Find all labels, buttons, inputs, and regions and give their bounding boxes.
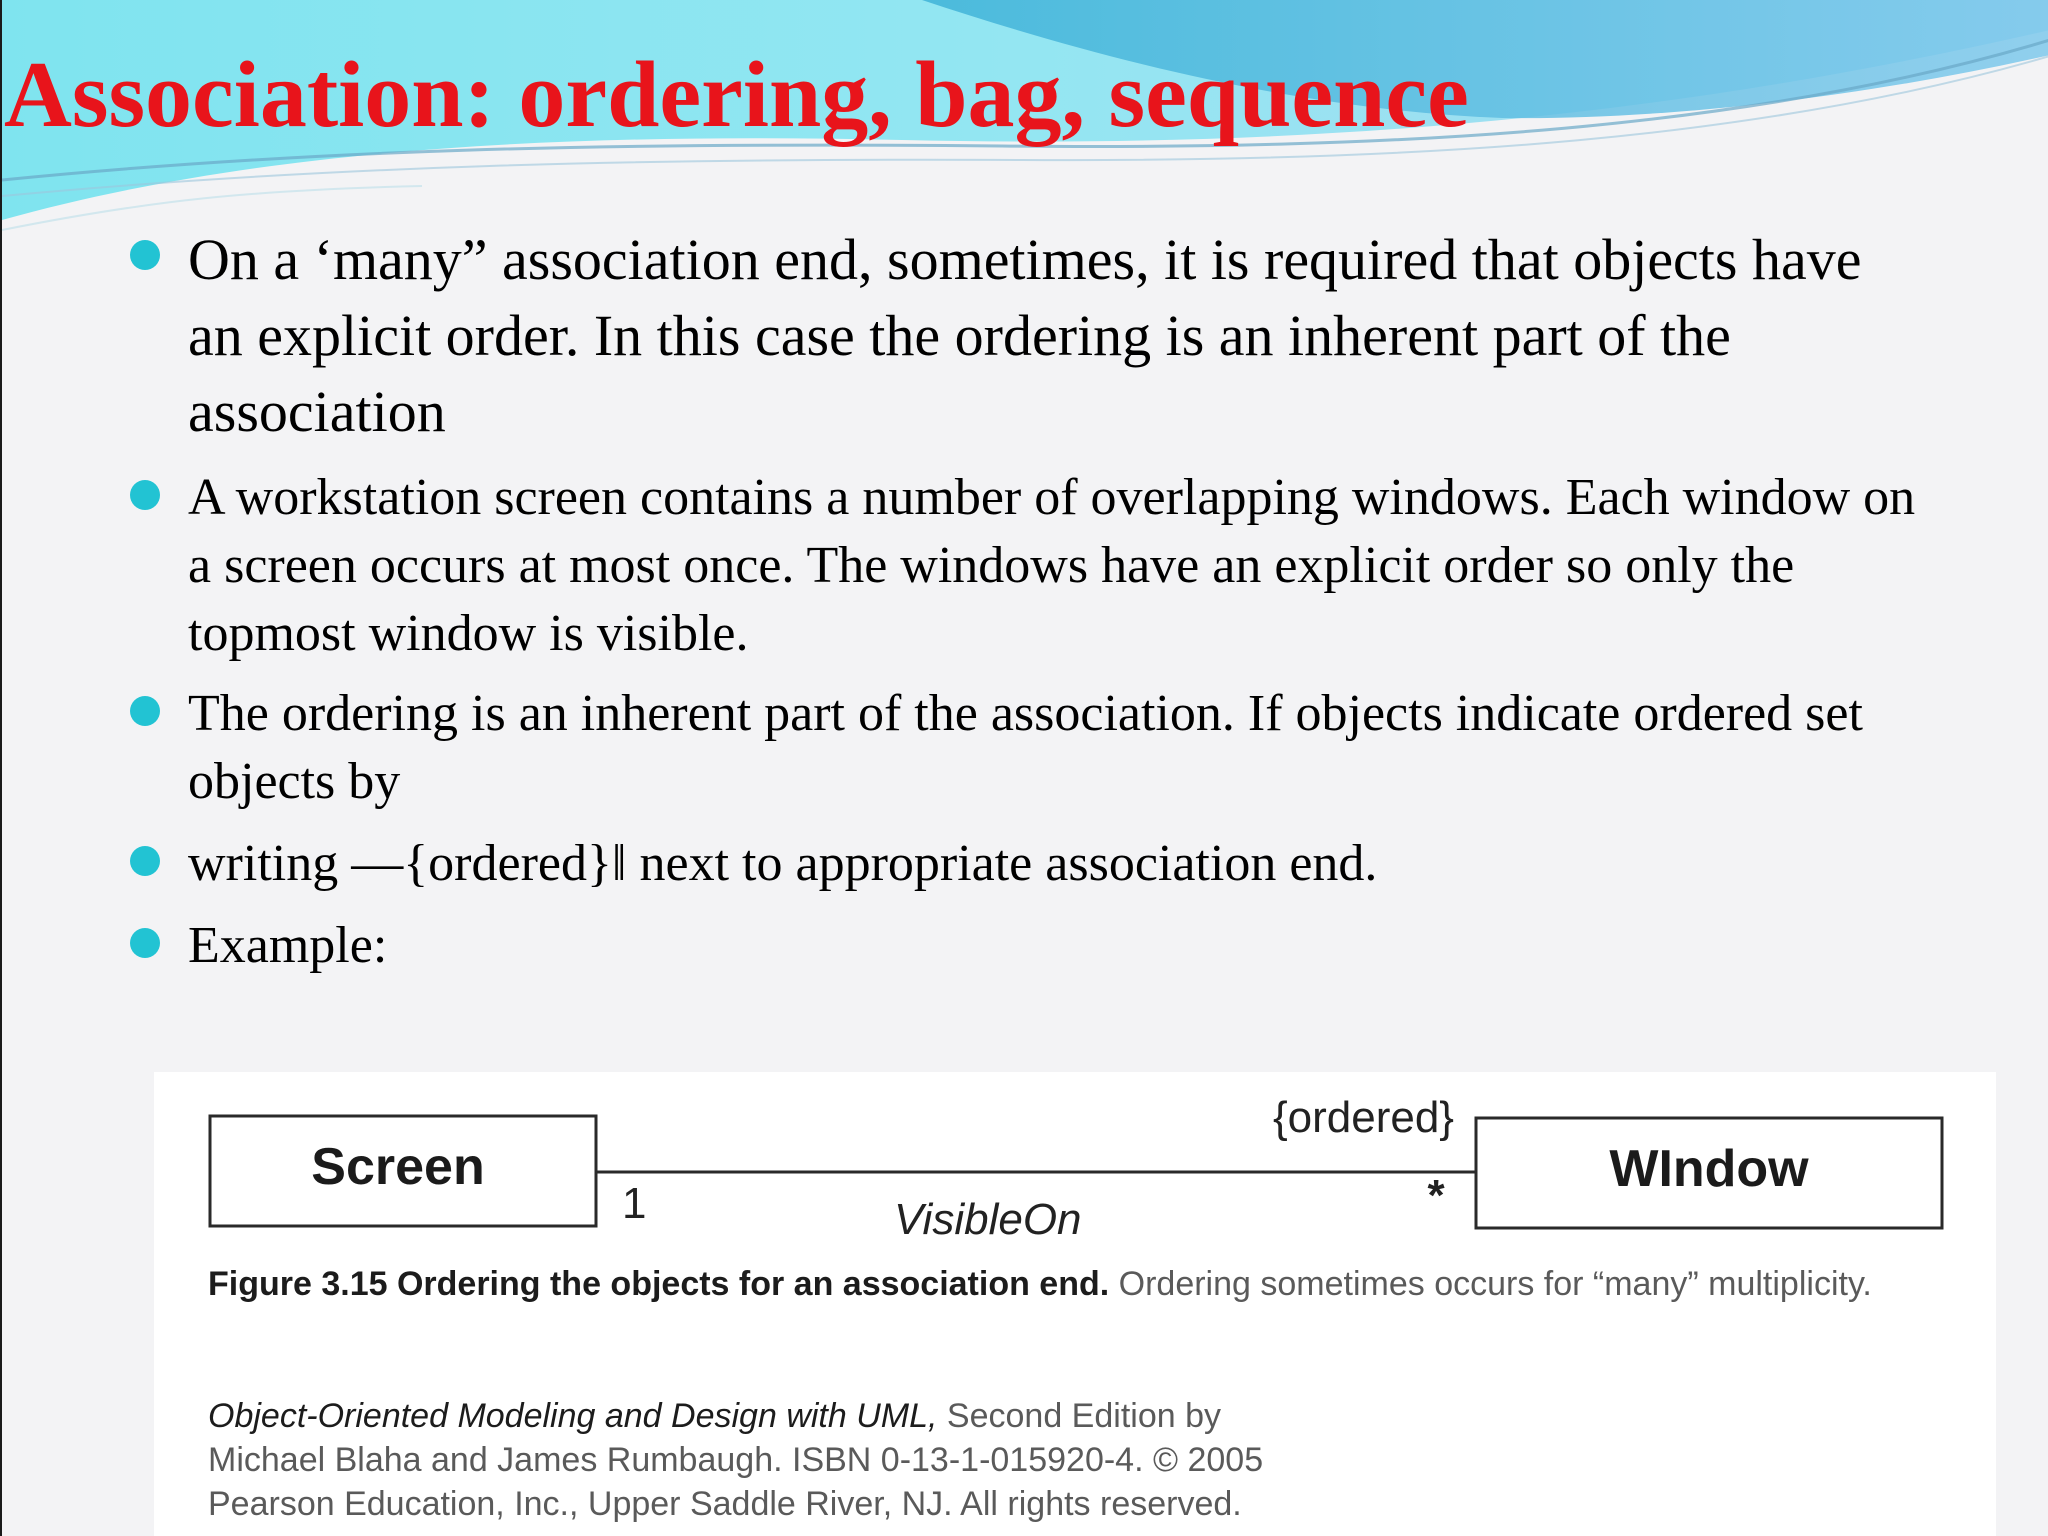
bullet-text: The ordering is an inherent part of the association. If objects indicate ordered set objects by bbox=[188, 685, 1863, 810]
bullet-item bbox=[130, 222, 1930, 450]
reference-edition: Second Edition by bbox=[937, 1397, 1221, 1435]
bullet-item bbox=[130, 464, 1930, 668]
bullet-text: A workstation screen contains a number of overlapping windows. Each window on a screen occurs at most once. The windows have an explicit order so only the topmost window is visible. bbox=[188, 469, 1916, 662]
figure-caption bbox=[208, 1262, 1968, 1306]
reference-line-2: Michael Blaha and James Rumbaugh. ISBN 0-13-1-015920-4. © 2005 bbox=[208, 1441, 1264, 1479]
reference-book-title: Object-Oriented Modeling and Design with UML, bbox=[208, 1397, 938, 1435]
bullet-dot-icon bbox=[130, 846, 160, 876]
ordered-constraint-label: {ordered} bbox=[1272, 1093, 1454, 1142]
caption-text: Ordering sometimes occurs for “many” multiplicity. bbox=[1109, 1265, 1872, 1303]
association-name-label: VisibleOn bbox=[894, 1195, 1082, 1244]
figure-reference bbox=[208, 1394, 1968, 1526]
multiplicity-many-label: * bbox=[1427, 1171, 1445, 1220]
reference-line-3: Pearson Education, Inc., Upper Saddle River, NJ. All rights reserved. bbox=[208, 1485, 1242, 1523]
bullet-list bbox=[130, 222, 1930, 980]
caption-title: Figure 3.15 Ordering the objects for an association end. bbox=[208, 1265, 1110, 1303]
bullet-text: On a ‘many” association end, sometimes, it is required that objects have an explicit order. In this case the ordering is an inherent part of the association bbox=[188, 227, 1862, 444]
window-class-label: WIndow bbox=[1609, 1140, 1809, 1198]
bullet-item bbox=[130, 830, 1930, 898]
bullet-dot-icon bbox=[130, 480, 160, 510]
multiplicity-one-label: 1 bbox=[622, 1179, 647, 1228]
uml-diagram bbox=[154, 1072, 1996, 1262]
bullet-dot-icon bbox=[130, 240, 160, 270]
uml-figure bbox=[154, 1072, 1996, 1536]
bullet-dot-icon bbox=[130, 696, 160, 726]
slide-title: Association: ordering, bag, sequence bbox=[4, 43, 1469, 147]
bullet-item bbox=[130, 912, 1930, 980]
bullet-text: Example: bbox=[188, 917, 388, 974]
reference-line-1 bbox=[208, 1394, 1968, 1438]
screen-class-label: Screen bbox=[311, 1138, 485, 1196]
bullet-text: writing ―{ordered}‖ next to appropriate association end. bbox=[188, 835, 1378, 892]
bullet-dot-icon bbox=[130, 928, 160, 958]
bullet-item bbox=[130, 680, 1930, 816]
